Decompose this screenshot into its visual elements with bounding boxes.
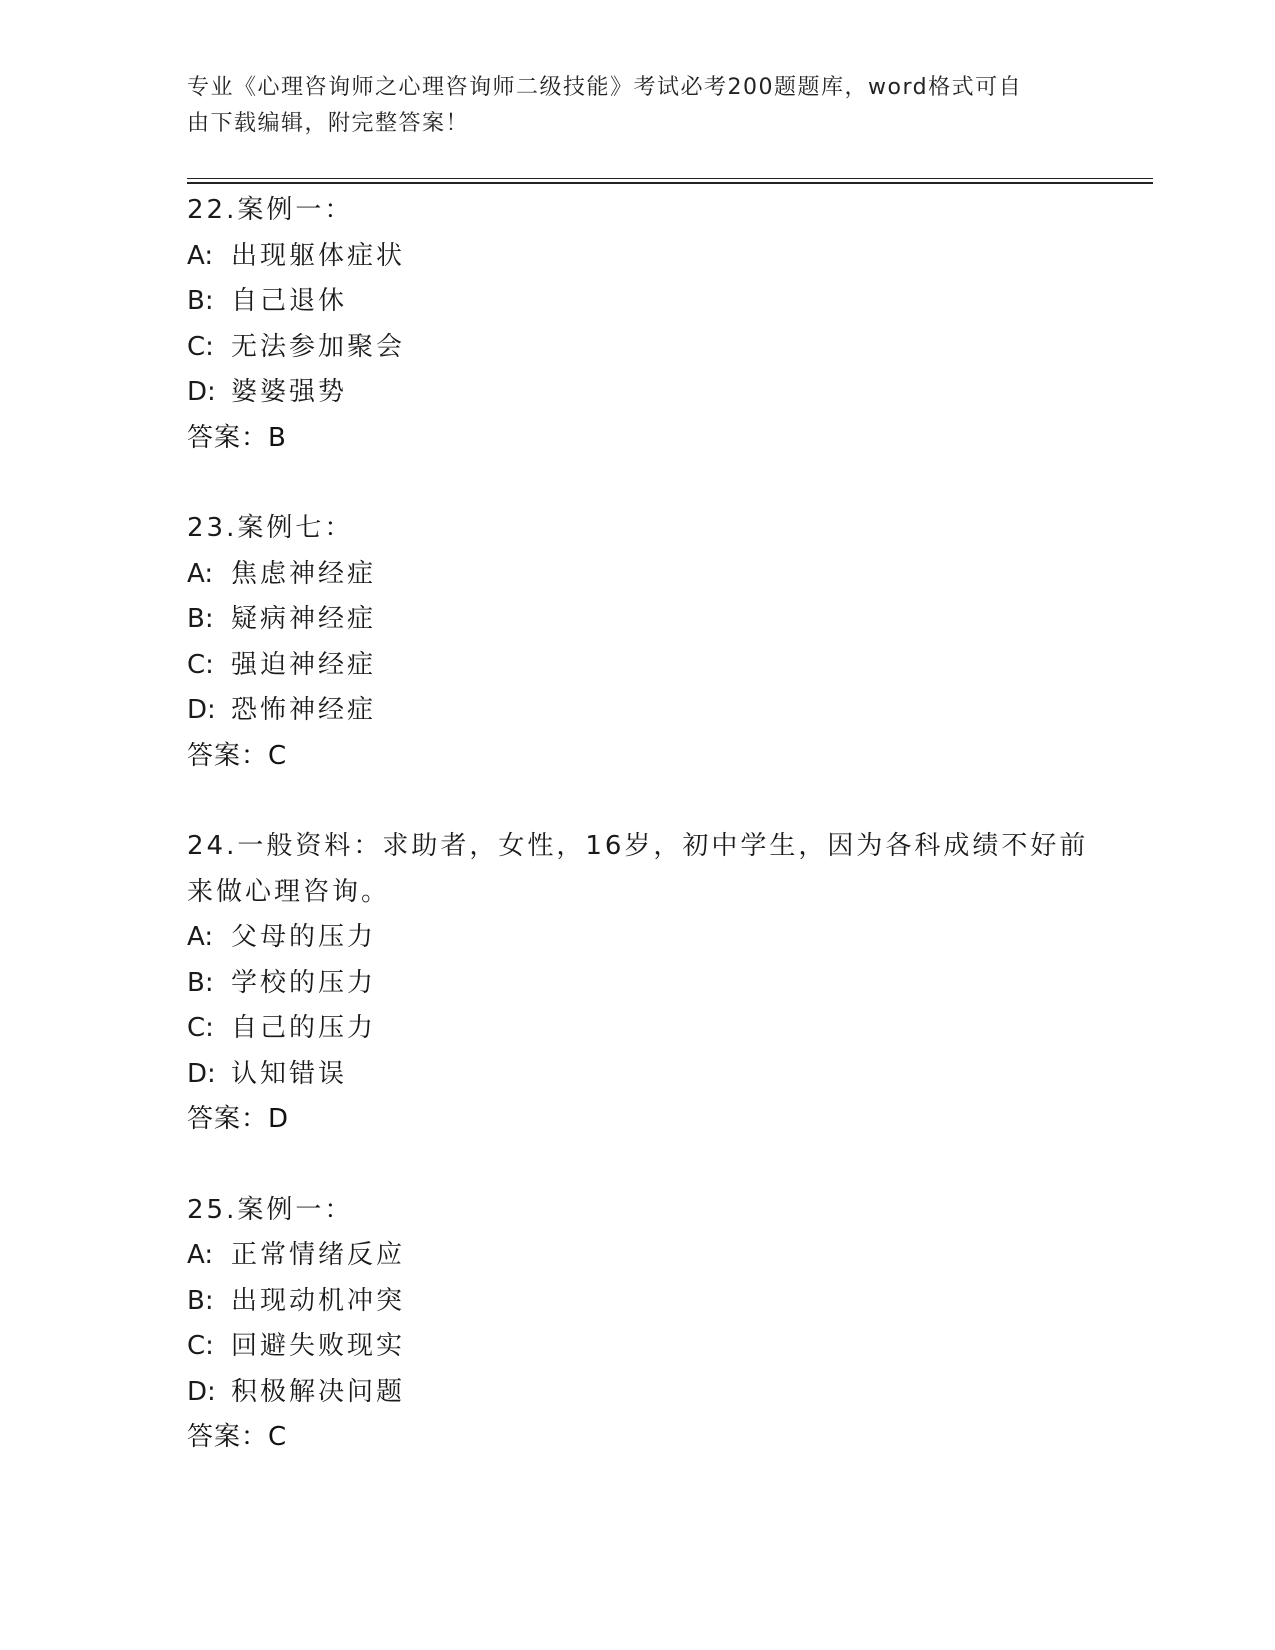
option-key: A: [187,1240,214,1270]
option-key: B: [187,604,214,634]
option-key: A: [187,922,214,952]
option-text: 强迫神经症 [231,649,377,680]
option-d [187,370,1107,416]
option-text: 焦虑神经症 [231,558,377,589]
header-line-1: 专业《心理咨询师之心理咨询师二级技能》考试必考200题题库，word格式可自 [187,75,1023,100]
option-c [187,1324,1107,1370]
option-text: 疑病神经症 [231,604,377,634]
question-stem-line-2: 来做心理咨询。 [187,876,391,907]
option-text: 正常情绪反应 [231,1240,406,1270]
answer-line: 答案：B [187,422,287,453]
option-text: 恐怖神经症 [231,695,377,725]
option-text: 积极解决问题 [231,1376,406,1407]
option-b [187,961,1107,1007]
question-stem: 22.案例一： [187,195,354,225]
option-key: C: [187,331,214,362]
option-b [187,279,1107,325]
option-a [187,1233,1107,1279]
question-25 [187,1188,1107,1461]
option-key: D: [187,1058,216,1089]
option-text: 回避失败现实 [231,1331,406,1361]
option-b [187,1279,1107,1325]
question-23 [187,506,1107,779]
option-key: B: [187,1285,214,1316]
option-c [187,643,1107,689]
answer-line: 答案：C [187,1422,288,1452]
option-key: D: [187,1376,216,1407]
option-a [187,552,1107,598]
option-d [187,688,1107,734]
question-stem-line-1: 24.一般资料：求助者，女性，16岁，初中学生，因为各科成绩不好前 [187,831,1089,861]
option-a [187,915,1107,961]
header-rule-thick [187,182,1153,184]
question-stem: 23.案例七： [187,513,354,543]
option-c [187,325,1107,371]
option-d [187,1370,1107,1416]
header-line-2: 由下载编辑，附完整答案！ [187,111,470,136]
option-c [187,1006,1107,1052]
option-text: 婆婆强势 [231,377,348,407]
option-b [187,597,1107,643]
option-text: 出现躯体症状 [231,240,406,271]
option-key: C: [187,649,214,680]
option-text: 认知错误 [231,1058,348,1089]
document-header [187,70,1067,142]
option-text: 出现动机冲突 [231,1285,406,1316]
question-list [187,188,1107,1506]
answer-line: 答案：C [187,740,288,771]
option-key: A: [187,558,214,589]
option-text: 无法参加聚会 [231,331,406,362]
question-24 [187,824,1107,1143]
question-stem: 25.案例一： [187,1194,354,1225]
option-key: B: [187,967,214,998]
option-key: C: [187,1331,214,1361]
option-text: 自己的压力 [231,1013,377,1043]
option-d [187,1052,1107,1098]
option-a [187,234,1107,280]
option-key: C: [187,1013,214,1043]
option-text: 学校的压力 [231,967,377,998]
option-key: A: [187,240,214,271]
option-text: 自己退休 [231,286,348,316]
header-rule-thin [187,178,1153,179]
question-22 [187,188,1107,461]
option-key: B: [187,286,214,316]
option-key: D: [187,695,216,725]
option-key: D: [187,377,216,407]
answer-line: 答案：D [187,1104,290,1134]
option-text: 父母的压力 [231,922,377,952]
